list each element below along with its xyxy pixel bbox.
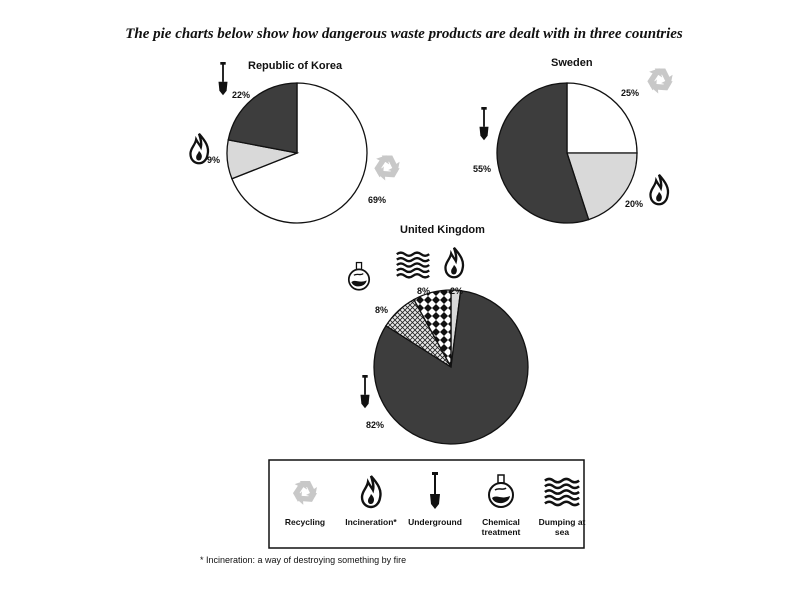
footnote: * Incineration: a way of destroying something by fire xyxy=(200,555,407,565)
pie-title: Sweden xyxy=(551,57,593,69)
waves-icon xyxy=(397,253,429,278)
flame-icon xyxy=(445,248,463,277)
pie-chart-3 xyxy=(349,224,528,444)
flask-icon xyxy=(349,263,369,290)
chart-title: The pie charts below show how dangerous waste products are dealt with in three countries xyxy=(125,26,683,42)
legend-label: Dumping at sea xyxy=(538,517,586,537)
shovel-icon xyxy=(361,375,370,408)
slice-label: 82% xyxy=(366,420,385,430)
pie-title: United Kingdom xyxy=(400,224,485,236)
slice-label: 9% xyxy=(207,155,221,165)
slice-label: 55% xyxy=(473,164,492,174)
slice-label: 8% xyxy=(417,286,431,296)
pie-chart-2 xyxy=(473,57,673,223)
legend-label: Incineration* xyxy=(345,517,397,527)
recycle-icon xyxy=(371,153,400,183)
legend-label: Chemical treatment xyxy=(481,517,521,537)
pie-chart-1 xyxy=(190,60,399,223)
shovel-icon xyxy=(219,62,228,95)
slice-label: 2% xyxy=(450,286,464,296)
slice-label: 22% xyxy=(232,90,251,100)
recycle-icon xyxy=(644,66,673,96)
flame-icon xyxy=(650,175,668,204)
legend-label: Underground xyxy=(408,517,462,527)
legend-label: Recycling xyxy=(284,517,326,527)
slice-label: 8% xyxy=(375,305,389,315)
legend xyxy=(269,460,586,548)
shovel-icon xyxy=(480,107,489,140)
pie-title: Republic of Korea xyxy=(248,60,343,72)
slice-label: 20% xyxy=(625,199,644,209)
slice-label: 25% xyxy=(621,88,640,98)
flame-icon xyxy=(190,134,208,163)
slice-label: 69% xyxy=(368,195,387,205)
legend-box xyxy=(269,460,584,548)
